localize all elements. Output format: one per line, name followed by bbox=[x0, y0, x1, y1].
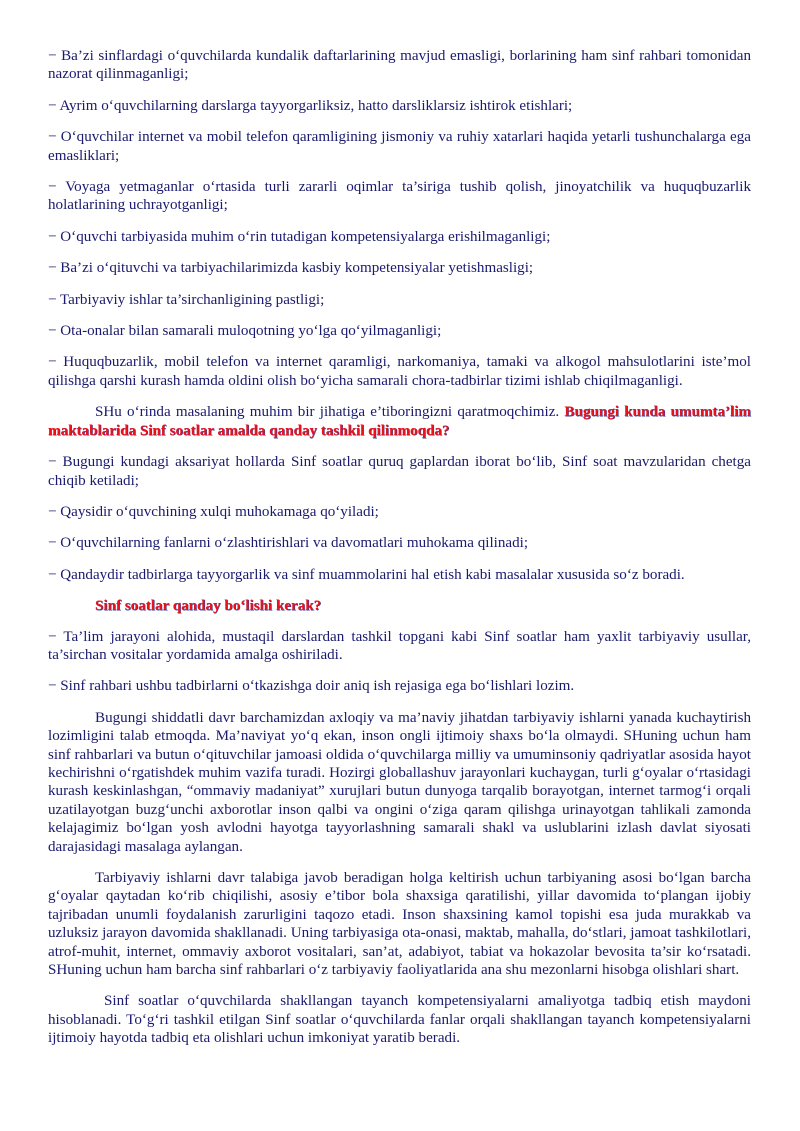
question-paragraph bbox=[48, 403, 751, 440]
list-item: − Ta’lim jarayoni alohida, mustaqil darslardan tashkil topgani kabi Sinf soatlar ham yaxlit tarbiyaviy usullar, ta’sirchan vositalar yordamida amalga oshiriladi. bbox=[48, 628, 751, 663]
list-item: − Voyaga yetmaganlar o‘rtasida turli zararli oqimlar ta’siriga tushib qolish, jinoyatchilik va huquqbuzarlik holatlarining uchrayotganligi; bbox=[48, 179, 751, 214]
body-paragraph: Tarbiyaviy ishlarni davr talabiga javob beradigan holga keltirish uchun tarbiyaning asosi bo‘lgan barcha g‘oyalar qaytadan ko‘rib chiqilishi, asosiy e’tibor bola shaxsiga qaratilishi, yillar davomida to‘plangan ijobiy tajribadan unumli foydalanish zarurligini taqozo etadi. Inson shaxsining kamol topishi esa juda murakkab va uzluksiz jarayon davomida shakllanadi. Uning tarbiyasiga ota-onasi, maktab, mahalla, do‘stlari, jamoat tashkilotlari, atrof-muhit, internet, ommaviy axborot vositalari, san’at, adabiyot, tabiat va hokazolar bevosita ta’sir ko‘rsatadi. SHuning uchun ham barcha sinf rahbarlari o‘z tarbiyaviy faoliyatlarida ana shu mezonlarni hisobga olishlari shart. bbox=[48, 870, 751, 979]
section-heading bbox=[48, 597, 751, 615]
list-item: − O‘quvchilar internet va mobil telefon qaramligining jismoniy va ruhiy xatarlari haqida yetarli tushunchalarga ega emasliklari; bbox=[48, 129, 751, 164]
list-item: − Qaysidir o‘quvchining xulqi muhokamaga qo‘yiladi; bbox=[48, 503, 379, 520]
body-paragraph: Sinf soatlar o‘quvchilarda shakllangan tayanch kompetensiyalarni amaliyotga tadbiq etish maydoni hisoblanadi. To‘g‘ri tashkil etilgan Sinf soatlar o‘quvchilarda fanlar orqali shakllangan tayanch kompetensiyalarni ijtimoiy hayotda tadbiq eta olishlari uchun imkoniyat yaratib beradi. bbox=[48, 993, 751, 1047]
list-item: − Tarbiyaviy ishlar ta’sirchanligining pastligi; bbox=[48, 291, 325, 308]
list-item: − O‘quvchilarning fanlarni o‘zlashtirishlari va davomatlari muhokama qilinadi; bbox=[48, 535, 529, 552]
heading-text: Sinf soatlar qanday bo‘lishi kerak? bbox=[95, 598, 322, 615]
list-item: − Huquqbuzarlik, mobil telefon va internet qaramligi, narkomaniya, tamaki va alkogol mahsulotlarini iste’mol qilishga qarshi kurash hamda oldini olish bo‘yicha samarali chora-tadbirlar tizimi ishlab chiqilmaganligi. bbox=[48, 354, 751, 389]
intro-text: SHu o‘rinda masalaning muhim bir jihatiga e’tiboringizni qaratmoqchimiz. bbox=[95, 404, 565, 421]
list-item: − Ayrim o‘quvchilarning darslarga tayyorgarliksiz, hatto darsliklarsiz ishtirok etishlari; bbox=[48, 97, 573, 114]
body-paragraph: Bugungi shiddatli davr barchamizdan axloqiy va ma’naviy jihatdan tarbiyaviy ishlarni yanada kuchaytirish lozimligini talab etmoqda. Ma’naviyat yo‘q ekan, inson ongli ijtimoiy shaxs bo‘la olmaydi. SHuning uchun ham sinf rahbarlari va butun o‘qituvchilar jamoasi oldida o‘quvchilarga milliy va umuminsoniy qadriyatlar asosida hayot kechirishni o‘rgatishdek muhim vazifa turadi. Hozirgi globallashuv jarayonlari kuchaygan, turli g‘oyalar o‘rtasidagi kurash keskinlashgan, “ommaviy madaniyat” xurujlari butun dunyoga tarqalib borayotgan, internet tarmog‘i orqali uzatilayotgan buzg‘unchi axborotlar inson qalbi va ongini o‘ziga qaram qilishga urinayotgan tahlikali zamonda kelajagimiz bo‘lgan yosh avlodni hayotga tayyorlashning samarali shakl va uslublarini izlash davlat siyosati darajasidagi masalaga aylangan. bbox=[48, 709, 751, 855]
list-item: − Ota-onalar bilan samarali muloqotning yo‘lga qo‘yilmaganligi; bbox=[48, 323, 442, 340]
list-item: − Ba’zi o‘qituvchi va tarbiyachilarimizda kasbiy kompetensiyalar yetishmasligi; bbox=[48, 260, 534, 277]
list-item: − Bugungi kundagi aksariyat hollarda Sinf soatlar quruq gaplardan iborat bo‘lib, Sinf soat mavzularidan chetga chiqib ketiladi; bbox=[48, 454, 751, 489]
list-item: − Ba’zi sinflardagi o‘quvchilarda kundalik daftarlarining mavjud emasligi, borlarining ham sinf rahbari tomonidan nazorat qilinmaganligi; bbox=[48, 48, 751, 83]
list-item: − Qandaydir tadbirlarga tayyorgarlik va sinf muammolarini hal etish kabi masalalar xususida so‘z boradi. bbox=[48, 566, 685, 583]
list-item: − Sinf rahbari ushbu tadbirlarni o‘tkazishga doir aniq ish rejasiga ega bo‘lishlari lozim. bbox=[48, 678, 575, 695]
highlighted-question: Bugungi kunda umumta’lim maktablarida Sinf soatlar amalda qanday tashkil qilinmoqda? bbox=[48, 404, 751, 439]
list-item: − O‘quvchi tarbiyasida muhim o‘rin tutadigan kompetensiyalarga erishilmaganligi; bbox=[48, 228, 551, 245]
